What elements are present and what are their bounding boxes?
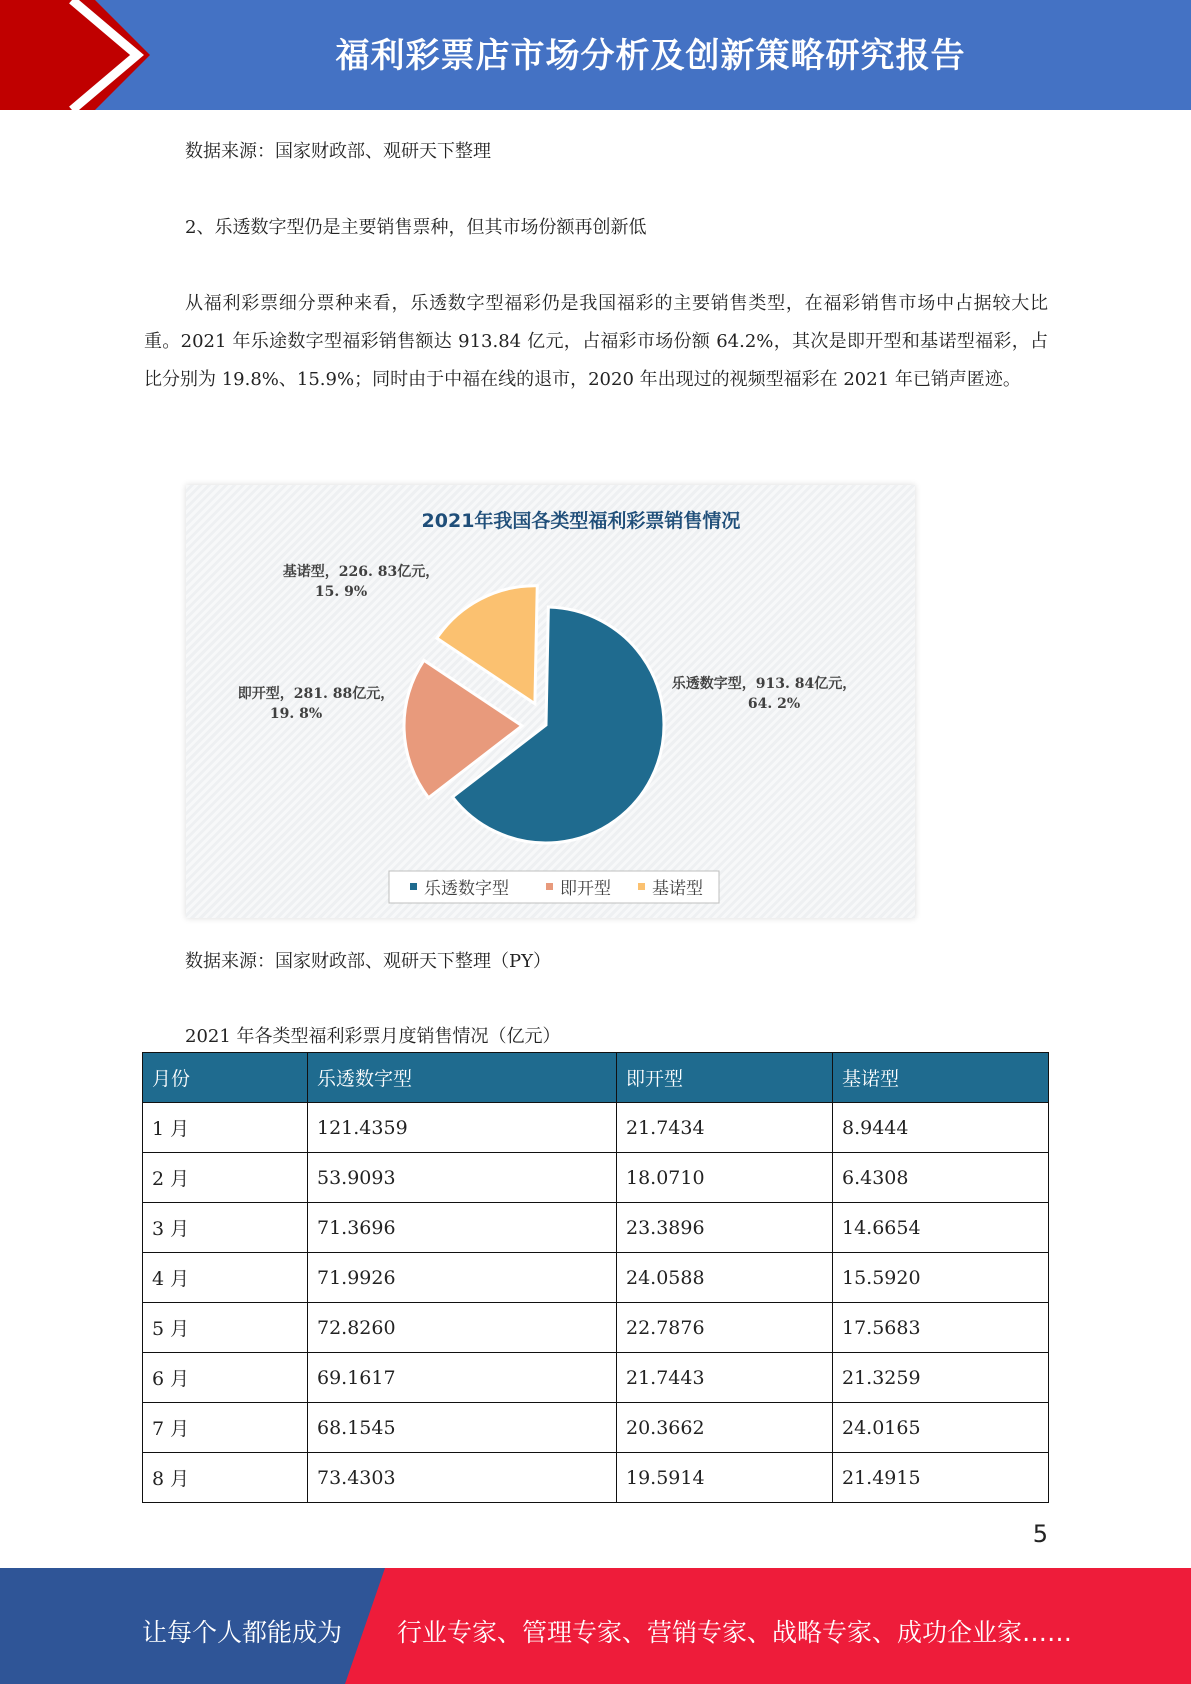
page-header [0, 0, 1191, 110]
table-cell: 73.4303 [308, 1453, 617, 1503]
table-cell: 71.9926 [308, 1253, 617, 1303]
table-cell: 23.3896 [617, 1203, 833, 1253]
slice-label: 乐透数字型，913. 84亿元， [671, 676, 857, 692]
header-keno: 基诺型 [833, 1053, 1049, 1103]
table-row [143, 1353, 1049, 1403]
page-footer [0, 1568, 1191, 1684]
table-row [143, 1253, 1049, 1303]
header-instant: 即开型 [617, 1053, 833, 1103]
table-cell: 19.5914 [617, 1453, 833, 1503]
slice-label: 15. 9% [314, 584, 368, 600]
table-cell: 24.0588 [617, 1253, 833, 1303]
table-row [143, 1153, 1049, 1203]
table-cell: 21.3259 [833, 1353, 1049, 1403]
slice-label: 19. 8% [269, 706, 323, 722]
table-header-row [143, 1053, 1049, 1103]
table-cell: 22.7876 [617, 1303, 833, 1353]
header-title: 福利彩票店市场分析及创新策略研究报告 [335, 36, 966, 76]
legend-swatch [410, 883, 417, 890]
footer-slogan-left: 让每个人都能成为 [142, 1618, 343, 1647]
table-caption: 2021 年各类型福利彩票月度销售情况（亿元） [185, 1026, 561, 1047]
body-paragraph: 从福利彩票细分票种来看，乐透数字型福彩仍是我国福彩的主要销售类型，在福彩销售市场中占据较大比重。2021 年乐途数字型福彩销售额达 913.84 亿元，占福彩市场份额 64.2%，其次是即开型和基诺型福彩，占比分别为 19.8%、15.9%；同时由于中福在线的退市，2020 年出现过的视频型福彩在 2021 年已销声匿迹。 [144, 293, 1048, 390]
table-cell: 5 月 [143, 1303, 308, 1353]
slice-label: 基诺型，226. 83亿元， [282, 564, 440, 580]
table-row [143, 1203, 1049, 1253]
table-cell: 6 月 [143, 1353, 308, 1403]
table-cell: 71.3696 [308, 1203, 617, 1253]
slice-label: 64. 2% [747, 696, 801, 712]
table-cell: 14.6654 [833, 1203, 1049, 1253]
table-cell: 1 月 [143, 1103, 308, 1153]
table-cell: 21.7443 [617, 1353, 833, 1403]
legend-label: 即开型 [560, 879, 611, 899]
table-row [143, 1103, 1049, 1153]
chart-legend [389, 871, 719, 903]
table-cell: 6.4308 [833, 1153, 1049, 1203]
table-cell: 8.9444 [833, 1103, 1049, 1153]
table-cell: 17.5683 [833, 1303, 1049, 1353]
monthly-sales-table [142, 1052, 1049, 1503]
legend-swatch [638, 883, 645, 890]
table-cell: 20.3662 [617, 1403, 833, 1453]
table-cell: 121.4359 [308, 1103, 617, 1153]
table-cell: 21.7434 [617, 1103, 833, 1153]
legend-label: 基诺型 [652, 879, 703, 899]
table-cell: 8 月 [143, 1453, 308, 1503]
table-cell: 69.1617 [308, 1353, 617, 1403]
footer-slogan-right: 行业专家、管理专家、营销专家、战略专家、成功企业家…… [397, 1618, 1073, 1647]
data-source-note-2: 数据来源：国家财政部、观研天下整理（PY） [185, 951, 551, 972]
table-cell: 21.4915 [833, 1453, 1049, 1503]
header-lotto: 乐透数字型 [308, 1053, 617, 1103]
table-cell: 18.0710 [617, 1153, 833, 1203]
table-cell: 3 月 [143, 1203, 308, 1253]
table-row [143, 1453, 1049, 1503]
table-cell: 53.9093 [308, 1153, 617, 1203]
table-row [143, 1303, 1049, 1353]
table-cell: 4 月 [143, 1253, 308, 1303]
chart-title: 2021年我国各类型福利彩票销售情况 [421, 510, 741, 532]
legend-swatch [546, 883, 553, 890]
section-subheading: 2、乐透数字型仍是主要销售票种，但其市场份额再创新低 [185, 217, 647, 238]
table-cell: 68.1545 [308, 1403, 617, 1453]
slice-label: 即开型，281. 88亿元， [237, 686, 395, 702]
page-number: 5 [1032, 1520, 1048, 1548]
table-cell: 7 月 [143, 1403, 308, 1453]
table-row [143, 1403, 1049, 1453]
table-cell: 15.5920 [833, 1253, 1049, 1303]
table-cell: 72.8260 [308, 1303, 617, 1353]
data-source-note: 数据来源：国家财政部、观研天下整理 [185, 141, 491, 162]
header-month: 月份 [143, 1053, 308, 1103]
legend-label: 乐透数字型 [424, 879, 509, 899]
pie-chart [186, 485, 915, 918]
table-cell: 24.0165 [833, 1403, 1049, 1453]
table-cell: 2 月 [143, 1153, 308, 1203]
